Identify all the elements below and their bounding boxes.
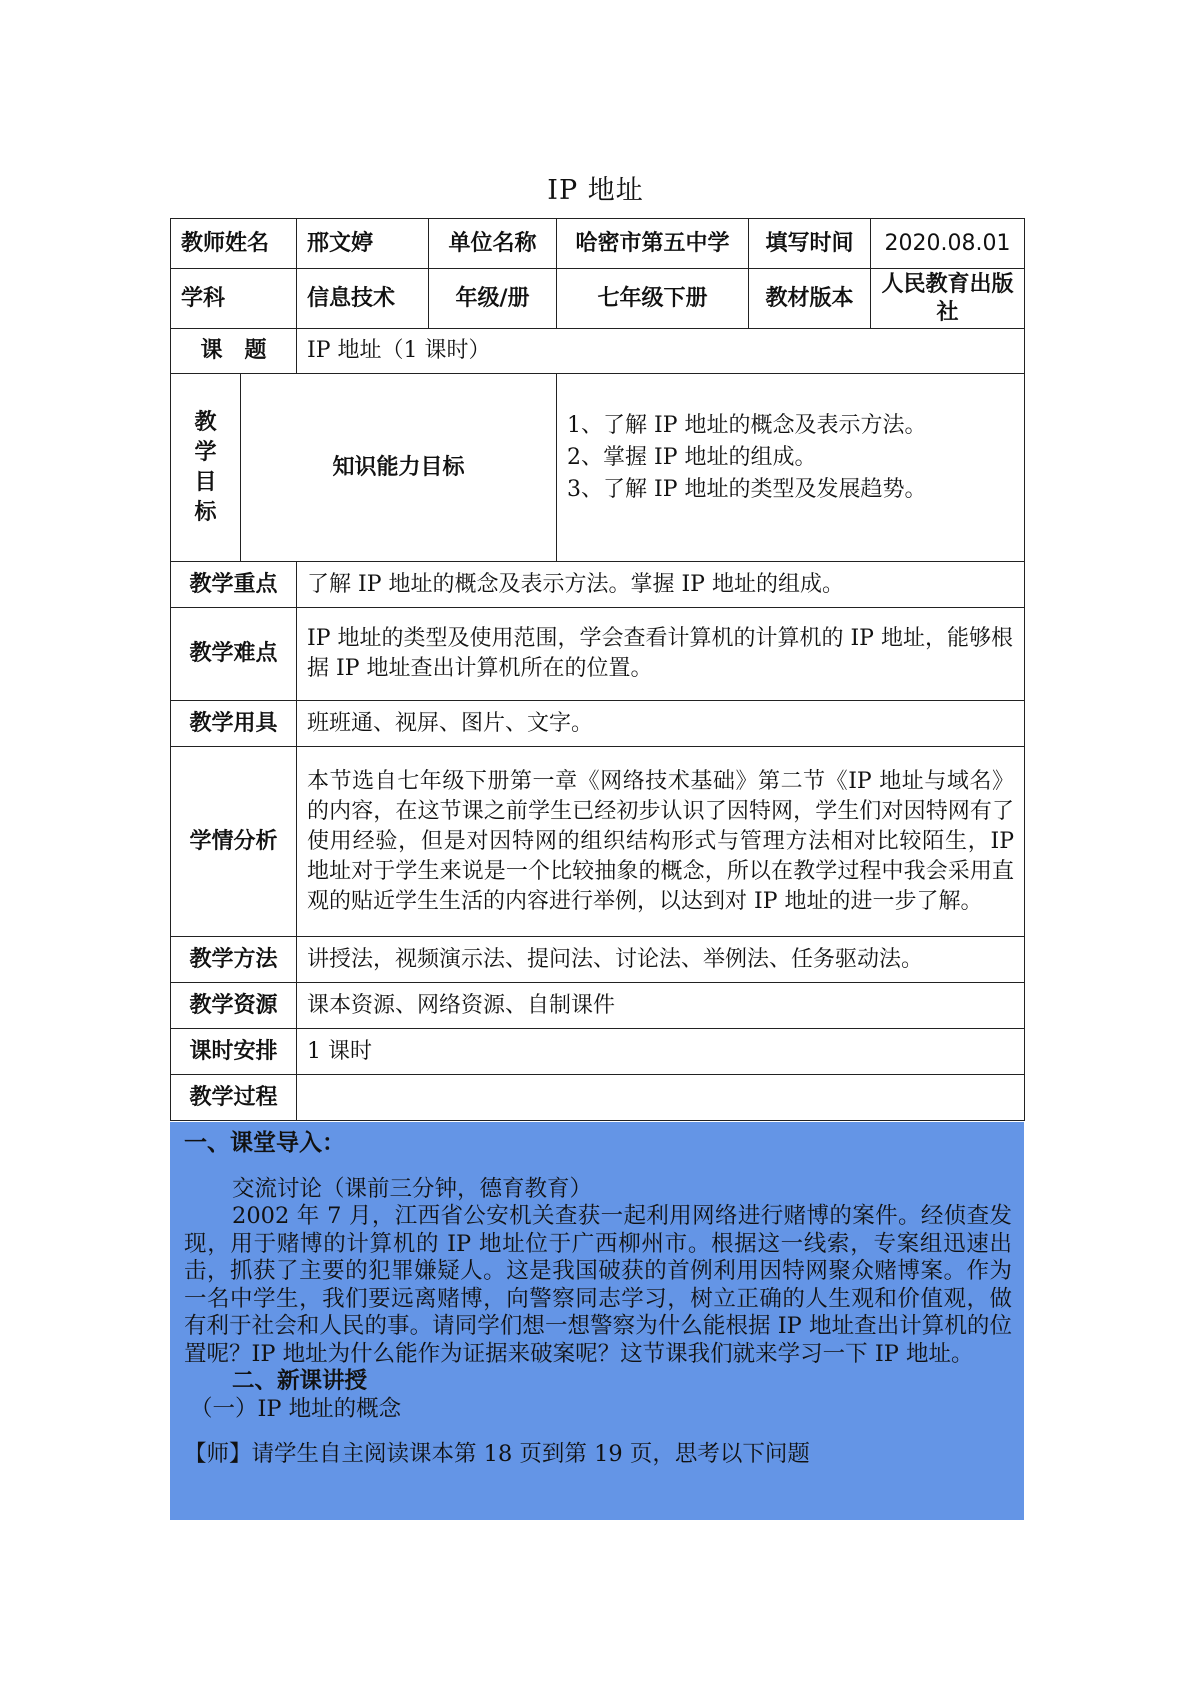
process-label: 教学过程 xyxy=(171,1075,297,1121)
resources-label: 教学资源 xyxy=(171,983,297,1029)
schedule-row xyxy=(171,1029,1025,1075)
subsection-heading: （一）IP 地址的概念 xyxy=(190,1395,402,1422)
topic-label: 课 题 xyxy=(171,329,297,374)
process-value xyxy=(297,1075,1025,1121)
analysis-value: 本节选自七年级下册第一章《网络技术基础》第二节《IP 地址与域名》的内容，在这节课之前学生已经初步认识了因特网，学生们对因特网有了使用经验，但是对因特网的组织结构形式与管理方法相对比较陌生，IP 地址对于学生来说是一个比较抽象的概念，所以在教学过程中我会采用直观的贴近学生生活的内容进行举例，以达到对 IP 地址的进一步了解。 xyxy=(297,747,1025,937)
edition-value: 人民教育出版社 xyxy=(871,269,1025,329)
objective-item: 3、了解 IP 地址的类型及发展趋势。 xyxy=(567,477,927,502)
teacher-instruction-line: 【师】请学生自主阅读课本第 18 页到第 19 页，思考以下问题 xyxy=(184,1441,810,1467)
objectives-category: 知识能力目标 xyxy=(241,374,557,562)
objective-item: 2、掌握 IP 地址的组成。 xyxy=(567,445,817,470)
topic-value: IP 地址（1 课时） xyxy=(297,329,1025,374)
grade-value: 七年级下册 xyxy=(557,269,749,329)
section-intro-heading: 一、课堂导入： xyxy=(184,1130,345,1156)
teaching-process-box xyxy=(170,1122,1024,1520)
methods-row xyxy=(171,937,1025,983)
objectives-label-char: 标 xyxy=(194,499,217,525)
analysis-label: 学情分析 xyxy=(171,747,297,937)
objectives-list xyxy=(567,410,1014,506)
page-title: IP 地址 xyxy=(547,175,644,206)
difficulties-row xyxy=(171,608,1025,701)
header-row-1 xyxy=(171,219,1025,269)
tools-value: 班班通、视屏、图片、文字。 xyxy=(297,701,1025,747)
methods-label: 教学方法 xyxy=(171,937,297,983)
schedule-value: 1 课时 xyxy=(297,1029,1025,1075)
objectives-row xyxy=(171,374,1025,562)
key-points-label: 教学重点 xyxy=(171,562,297,608)
analysis-row xyxy=(171,747,1025,937)
unit-name-label: 单位名称 xyxy=(429,219,557,269)
tools-label: 教学用具 xyxy=(171,701,297,747)
topic-row xyxy=(171,329,1025,374)
grade-label: 年级/册 xyxy=(429,269,557,329)
lesson-plan-table xyxy=(170,218,1025,1121)
objectives-label-char: 学 xyxy=(194,439,217,465)
objectives-label xyxy=(171,374,241,562)
teacher-name-value: 邢文婷 xyxy=(297,219,429,269)
objective-item: 1、了解 IP 地址的概念及表示方法。 xyxy=(567,413,927,438)
teacher-name-label: 教师姓名 xyxy=(171,219,297,269)
subject-value: 信息技术 xyxy=(297,269,429,329)
methods-value: 讲授法，视频演示法、提问法、讨论法、举例法、任务驱动法。 xyxy=(297,937,1025,983)
objectives-content xyxy=(557,374,1025,562)
fill-date-value: 2020.08.01 xyxy=(871,219,1025,269)
difficulties-value: IP 地址的类型及使用范围，学会查看计算机的计算机的 IP 地址，能够根据 IP 地址查出计算机所在的位置。 xyxy=(297,608,1025,701)
objectives-label-char: 教 xyxy=(194,409,217,435)
key-points-row xyxy=(171,562,1025,608)
resources-row xyxy=(171,983,1025,1029)
schedule-label: 课时安排 xyxy=(171,1029,297,1075)
tools-row xyxy=(171,701,1025,747)
section-new-lesson-heading: 二、新课讲授 xyxy=(232,1368,368,1394)
process-row xyxy=(171,1075,1025,1121)
header-row-2 xyxy=(171,269,1025,329)
discussion-line: 交流讨论（课前三分钟，德育教育） xyxy=(232,1175,593,1202)
objectives-label-char: 目 xyxy=(194,469,217,495)
difficulties-label: 教学难点 xyxy=(171,608,297,701)
subject-label: 学科 xyxy=(171,269,297,329)
resources-value: 课本资源、网络资源、自制课件 xyxy=(297,983,1025,1029)
unit-name-value: 哈密市第五中学 xyxy=(557,219,749,269)
edition-label: 教材版本 xyxy=(749,269,871,329)
key-points-value: 了解 IP 地址的概念及表示方法。掌握 IP 地址的组成。 xyxy=(297,562,1025,608)
fill-date-label: 填写时间 xyxy=(749,219,871,269)
story-paragraph: 2002 年 7 月，江西省公安机关查获一起利用网络进行赌博的案件。经侦查发现，用于赌博的计算机的 IP 地址位于广西柳州市。根据这一线索，专案组迅速出击，抓获了主要的犯罪嫌疑人。这是我国破获的首例利用因特网聚众赌博案。作为一名中学生，我们要远离赌博，向警察同志学习，树立正确的人生观和价值观，做有利于社会和人民的事。请同学们想一想警察为什么能根据 IP 地址查出计算机的位置呢？IP 地址为什么能作为证据来破案呢？这节课我们就来学习一下 IP 地址。 xyxy=(184,1203,1012,1367)
